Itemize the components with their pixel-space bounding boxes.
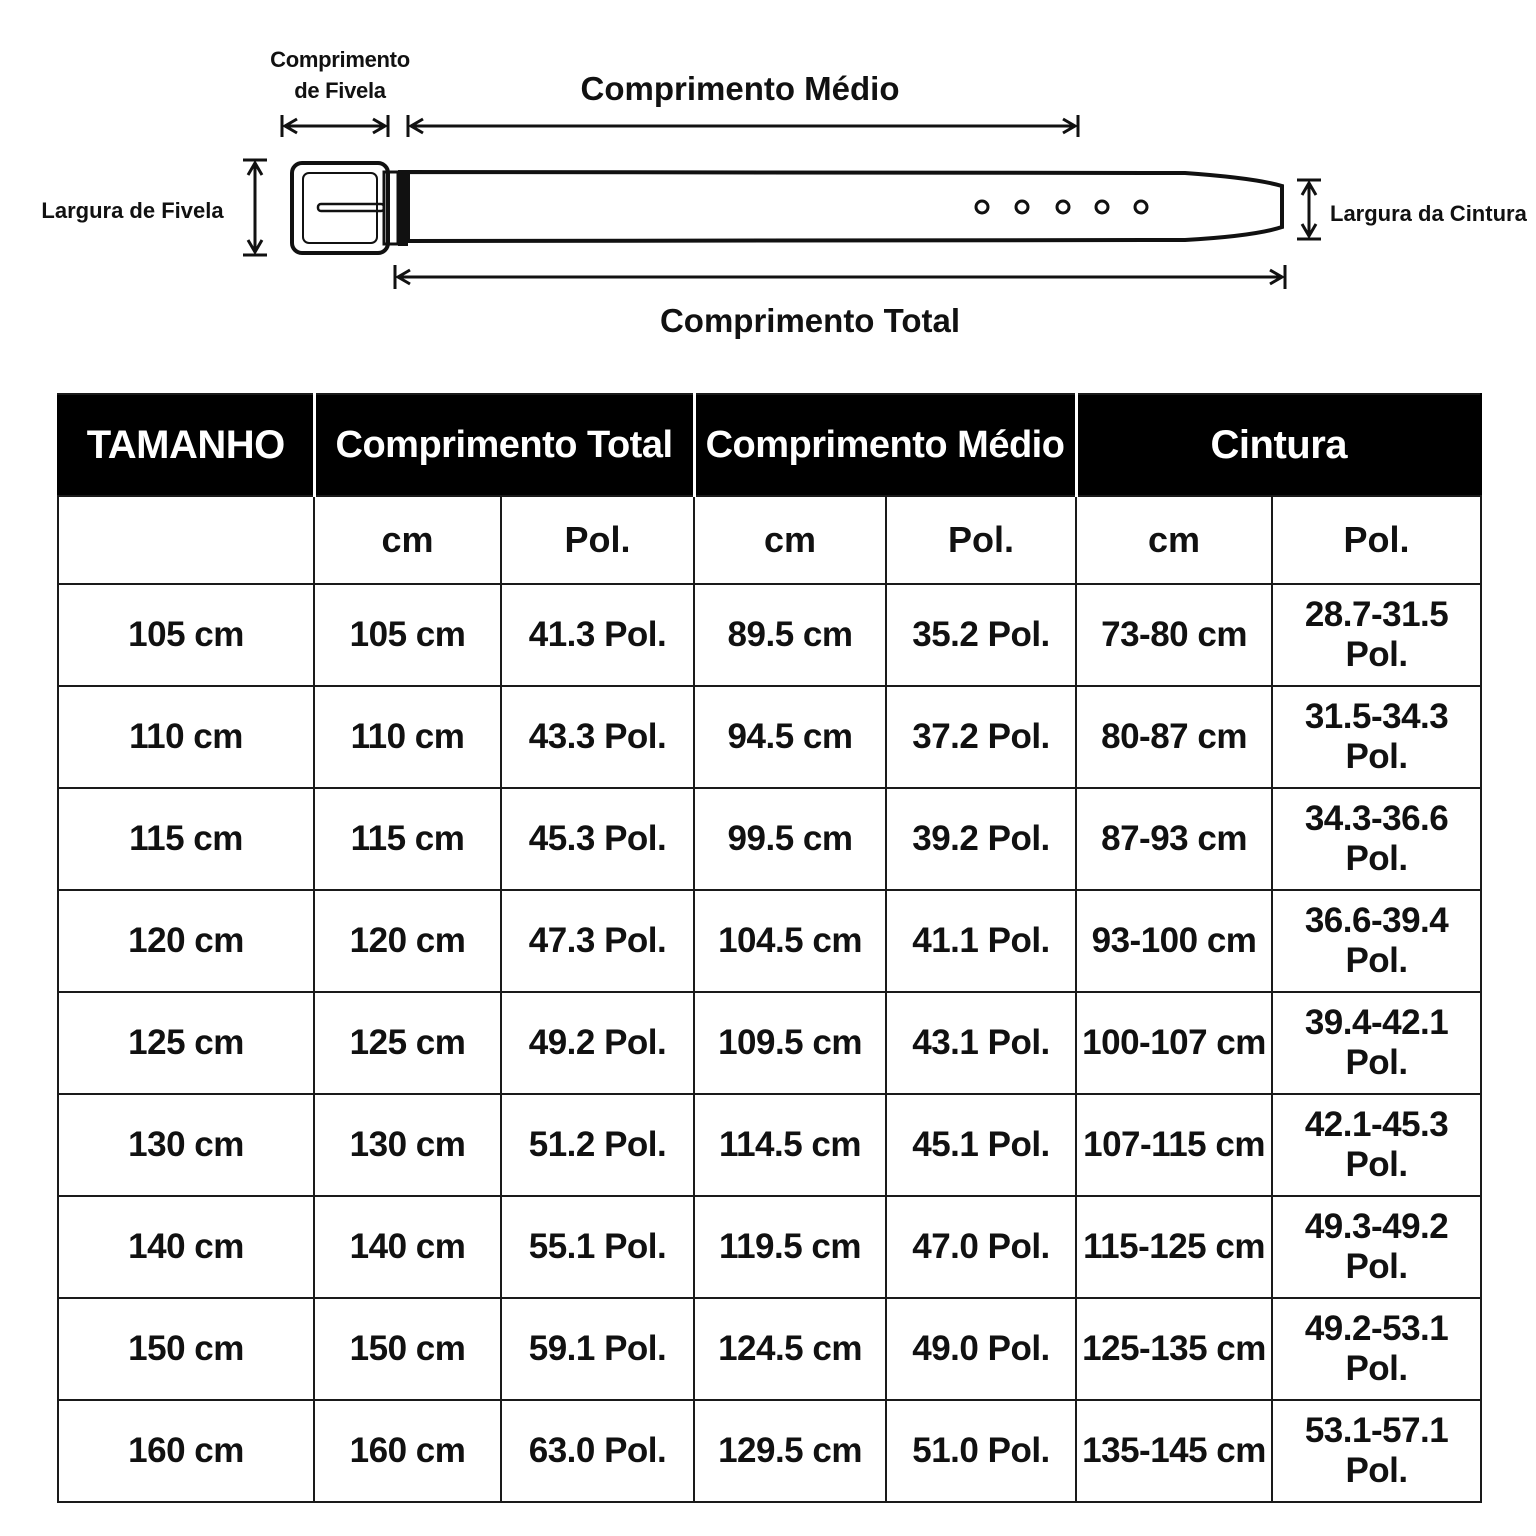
average-length-cm-cell: 119.5 cm bbox=[694, 1196, 886, 1298]
waist-cm-cell: 115-125 cm bbox=[1076, 1196, 1272, 1298]
total-length-cm-cell: 140 cm bbox=[314, 1196, 501, 1298]
buckle-length-label-line2: de Fivela bbox=[294, 78, 386, 103]
waist-width-label: Largura da Cintura bbox=[1330, 201, 1527, 226]
size-cell: 130 cm bbox=[58, 1094, 314, 1196]
average-length-cm-cell: 94.5 cm bbox=[694, 686, 886, 788]
buckle-width-label: Largura de Fivela bbox=[41, 198, 224, 223]
table-row bbox=[58, 1196, 1481, 1298]
total-length-cm-cell: 120 cm bbox=[314, 890, 501, 992]
total-length-inch-cell: 59.1 Pol. bbox=[501, 1298, 694, 1400]
belt-diagram bbox=[0, 0, 1536, 360]
waist-inch-cell: 34.3-36.6 Pol. bbox=[1272, 788, 1481, 890]
total-length-inch-cell: 49.2 Pol. bbox=[501, 992, 694, 1094]
total-length-cm-cell: 160 cm bbox=[314, 1400, 501, 1502]
table-row bbox=[58, 992, 1481, 1094]
average-length-inch-cell: 35.2 Pol. bbox=[886, 584, 1076, 686]
table-row bbox=[58, 584, 1481, 686]
size-cell: 150 cm bbox=[58, 1298, 314, 1400]
total-length-inch-cell: 45.3 Pol. bbox=[501, 788, 694, 890]
total-length-inch-cell: 47.3 Pol. bbox=[501, 890, 694, 992]
waist-inch-cell: 49.2-53.1 Pol. bbox=[1272, 1298, 1481, 1400]
average-length-cm-cell: 114.5 cm bbox=[694, 1094, 886, 1196]
waist-inch-cell: 31.5-34.3 Pol. bbox=[1272, 686, 1481, 788]
table-body bbox=[58, 584, 1481, 1502]
average-length-label: Comprimento Médio bbox=[580, 70, 900, 107]
buckle-length-label-line1: Comprimento bbox=[270, 47, 410, 72]
table-row bbox=[58, 788, 1481, 890]
size-cell: 125 cm bbox=[58, 992, 314, 1094]
buckle-width-dimension bbox=[243, 160, 267, 255]
waist-inch-cell: 28.7-31.5 Pol. bbox=[1272, 584, 1481, 686]
table-row bbox=[58, 890, 1481, 992]
average-length-dimension bbox=[408, 115, 1078, 137]
header-size: TAMANHO bbox=[58, 394, 314, 496]
belt-strap bbox=[408, 172, 1282, 241]
total-length-inch-cell: 55.1 Pol. bbox=[501, 1196, 694, 1298]
table-header-row bbox=[58, 394, 1481, 496]
units-empty-cell bbox=[58, 496, 314, 584]
buckle-length-dimension bbox=[282, 115, 388, 137]
waist-inch-cell: 53.1-57.1 Pol. bbox=[1272, 1400, 1481, 1502]
total-length-cm-cell: 110 cm bbox=[314, 686, 501, 788]
average-length-cm-cell: 129.5 cm bbox=[694, 1400, 886, 1502]
header-total-length: Comprimento Total bbox=[314, 394, 694, 496]
unit-cm: cm bbox=[314, 496, 501, 584]
waist-inch-cell: 42.1-45.3 Pol. bbox=[1272, 1094, 1481, 1196]
average-length-cm-cell: 109.5 cm bbox=[694, 992, 886, 1094]
header-waist: Cintura bbox=[1076, 394, 1481, 496]
average-length-cm-cell: 99.5 cm bbox=[694, 788, 886, 890]
total-length-cm-cell: 125 cm bbox=[314, 992, 501, 1094]
total-length-inch-cell: 43.3 Pol. bbox=[501, 686, 694, 788]
unit-cm: cm bbox=[1076, 496, 1272, 584]
waist-cm-cell: 125-135 cm bbox=[1076, 1298, 1272, 1400]
average-length-inch-cell: 51.0 Pol. bbox=[886, 1400, 1076, 1502]
waist-cm-cell: 100-107 cm bbox=[1076, 992, 1272, 1094]
total-length-inch-cell: 41.3 Pol. bbox=[501, 584, 694, 686]
total-length-dimension bbox=[395, 265, 1285, 289]
size-cell: 120 cm bbox=[58, 890, 314, 992]
average-length-inch-cell: 41.1 Pol. bbox=[886, 890, 1076, 992]
average-length-inch-cell: 47.0 Pol. bbox=[886, 1196, 1076, 1298]
waist-cm-cell: 87-93 cm bbox=[1076, 788, 1272, 890]
waist-cm-cell: 73-80 cm bbox=[1076, 584, 1272, 686]
table-units-row bbox=[58, 496, 1481, 584]
total-length-cm-cell: 130 cm bbox=[314, 1094, 501, 1196]
total-length-inch-cell: 63.0 Pol. bbox=[501, 1400, 694, 1502]
total-length-inch-cell: 51.2 Pol. bbox=[501, 1094, 694, 1196]
header-average-length: Comprimento Médio bbox=[694, 394, 1076, 496]
waist-inch-cell: 39.4-42.1 Pol. bbox=[1272, 992, 1481, 1094]
size-cell: 160 cm bbox=[58, 1400, 314, 1502]
average-length-inch-cell: 39.2 Pol. bbox=[886, 788, 1076, 890]
total-length-label: Comprimento Total bbox=[659, 302, 961, 339]
average-length-cm-cell: 104.5 cm bbox=[694, 890, 886, 992]
total-length-cm-cell: 105 cm bbox=[314, 584, 501, 686]
waist-cm-cell: 135-145 cm bbox=[1076, 1400, 1272, 1502]
average-length-cm-cell: 89.5 cm bbox=[694, 584, 886, 686]
size-cell: 115 cm bbox=[58, 788, 314, 890]
buckle-shape bbox=[292, 163, 408, 253]
size-cell: 110 cm bbox=[58, 686, 314, 788]
waist-cm-cell: 107-115 cm bbox=[1076, 1094, 1272, 1196]
unit-cm: cm bbox=[694, 496, 886, 584]
table-row bbox=[58, 686, 1481, 788]
average-length-inch-cell: 43.1 Pol. bbox=[886, 992, 1076, 1094]
size-cell: 105 cm bbox=[58, 584, 314, 686]
table-row bbox=[58, 1094, 1481, 1196]
average-length-cm-cell: 124.5 cm bbox=[694, 1298, 886, 1400]
total-length-cm-cell: 115 cm bbox=[314, 788, 501, 890]
average-length-inch-cell: 49.0 Pol. bbox=[886, 1298, 1076, 1400]
table-row bbox=[58, 1400, 1481, 1502]
size-cell: 140 cm bbox=[58, 1196, 314, 1298]
average-length-inch-cell: 45.1 Pol. bbox=[886, 1094, 1076, 1196]
total-length-cm-cell: 150 cm bbox=[314, 1298, 501, 1400]
waist-cm-cell: 93-100 cm bbox=[1076, 890, 1272, 992]
average-length-inch-cell: 37.2 Pol. bbox=[886, 686, 1076, 788]
size-table bbox=[57, 393, 1482, 1503]
waist-inch-cell: 36.6-39.4 Pol. bbox=[1272, 890, 1481, 992]
table-row bbox=[58, 1298, 1481, 1400]
waist-width-dimension bbox=[1297, 180, 1321, 239]
waist-inch-cell: 49.3-49.2 Pol. bbox=[1272, 1196, 1481, 1298]
buckle-length-label bbox=[255, 44, 425, 106]
unit-inch: Pol. bbox=[501, 496, 694, 584]
unit-inch: Pol. bbox=[1272, 496, 1481, 584]
unit-inch: Pol. bbox=[886, 496, 1076, 584]
waist-cm-cell: 80-87 cm bbox=[1076, 686, 1272, 788]
